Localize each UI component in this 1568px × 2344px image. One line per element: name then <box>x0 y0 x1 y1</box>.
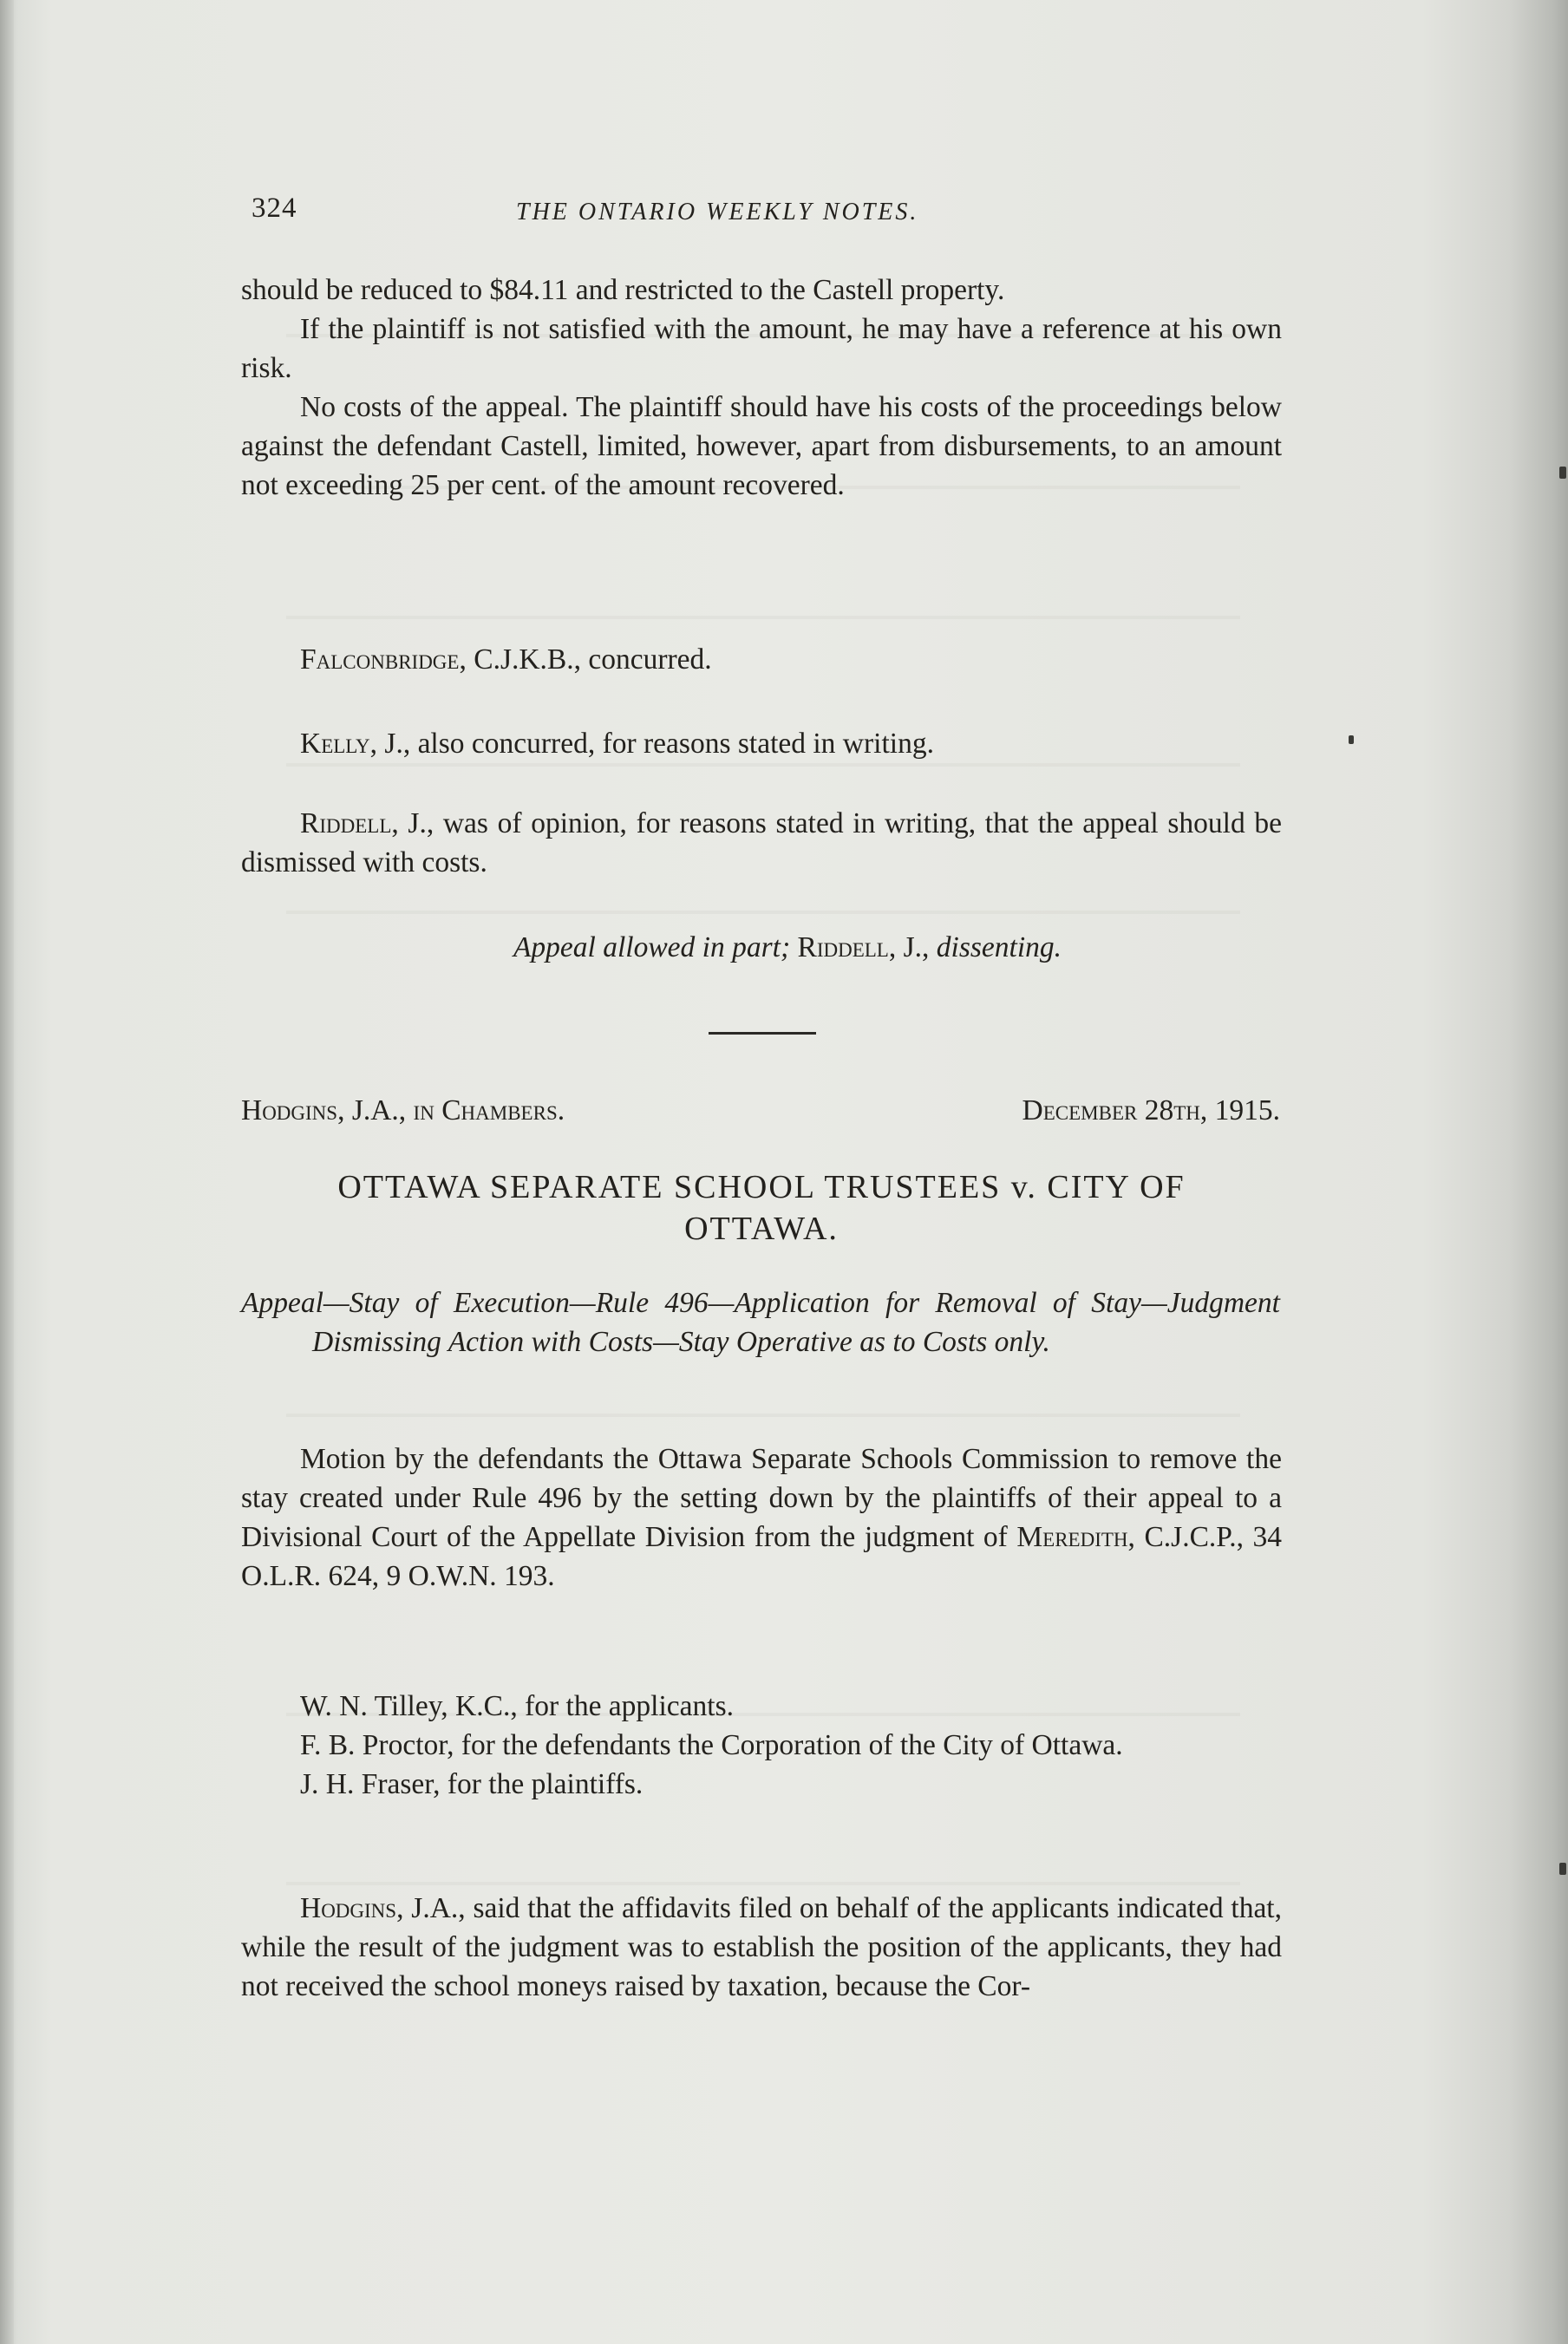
ink-speck <box>1559 467 1566 479</box>
page-gutter-shadow <box>0 0 14 2344</box>
paragraph: No costs of the appeal. The plaintiff should have his costs of the proceedings below against the defendant Castell, limited, however, apart from disbursements, to an amount not exceeding 25 per cent. of the amount recovered. <box>241 391 1282 501</box>
concurrence-text: , J., also concurred, for reasons stated in writing. <box>369 728 934 760</box>
judge-name: Riddell <box>797 931 889 963</box>
counsel-entry: J. H. Fraser, for the plaintiffs. <box>300 1768 644 1800</box>
result-italic: dissenting. <box>936 931 1062 963</box>
bleed-through <box>286 1882 1240 1885</box>
bleed-through <box>286 911 1240 914</box>
paragraph: If the plaintiff is not satisfied with the amount, he may have a reference at his own risk. <box>241 313 1282 384</box>
court-and-judge: Hodgins, J.A., in Chambers. <box>241 1094 565 1126</box>
concurrence-falconbridge <box>241 640 1282 679</box>
result-mid: , J., <box>888 931 930 963</box>
case-title <box>241 1166 1282 1250</box>
bleed-through <box>286 616 1240 619</box>
dissent-riddell <box>241 804 1282 882</box>
result-italic: Appeal allowed in part; <box>513 931 791 963</box>
counsel-list <box>241 1687 1282 1804</box>
judge-name: Falconbridge <box>300 643 460 676</box>
citation: , C.J.C.P., 34 O.L.R. 624, 9 O.W.N. 193. <box>241 1521 1283 1592</box>
page-number: 324 <box>252 193 297 224</box>
motion-paragraph <box>241 1440 1282 1596</box>
case-title-line: OTTAWA SEPARATE SCHOOL TRUSTEES v. CITY OF <box>337 1169 1186 1205</box>
decision-date: December 28th, 1915. <box>1022 1094 1280 1126</box>
bleed-through <box>286 763 1240 767</box>
counsel-entry: F. B. Proctor, for the defendants the Corporation of the City of Ottawa. <box>300 1729 1123 1761</box>
judge-name: Hodgins <box>300 1892 397 1924</box>
judgment-text: , J.A., said that the affidavits filed on behalf of the applicants indicated that, while the result of the judgment was to establish the position of the applicants, they had not received the school moneys raised by taxation, because the Cor- <box>241 1892 1282 2002</box>
concurrence-kelly <box>241 724 1282 763</box>
dissent-text: , J., was of opinion, for reasons stated in writing, that the appeal should be dismissed with costs. <box>241 807 1282 878</box>
judge-name: Kelly <box>300 728 370 760</box>
section-divider <box>709 1032 816 1035</box>
judge-name: Riddell <box>300 807 392 839</box>
case-title-line: OTTAWA. <box>684 1211 839 1247</box>
running-header <box>252 193 1275 236</box>
result-line <box>241 928 1282 967</box>
running-title: THE ONTARIO WEEKLY NOTES. <box>516 199 919 225</box>
headnote: Appeal—Stay of Execution—Rule 496—Application for Removal of Stay—Judgment Dismissing Action with Costs—Stay Operative as to Costs only. <box>241 1287 1280 1358</box>
judgment-paragraph <box>241 1889 1282 2006</box>
judge-name: Meredith <box>1016 1521 1128 1553</box>
ink-speck <box>1559 1863 1566 1875</box>
ink-speck <box>1349 735 1354 744</box>
continued-judgment <box>241 271 1282 505</box>
court-line <box>241 1091 1280 1130</box>
counsel-entry: W. N. Tilley, K.C., for the applicants. <box>300 1690 734 1722</box>
bleed-through <box>286 1414 1240 1417</box>
motion-text: Motion by the defendants the Ottawa Separate Schools Commission to remove the stay created under Rule 496 by the setting down by the plaintiffs of their appeal to a Divisional Court of the Appellate Division from the judgment of <box>241 1443 1282 1553</box>
paragraph: should be reduced to $84.11 and restricted to the Castell property. <box>241 274 1005 306</box>
concurrence-text: , C.J.K.B., concurred. <box>459 643 712 676</box>
